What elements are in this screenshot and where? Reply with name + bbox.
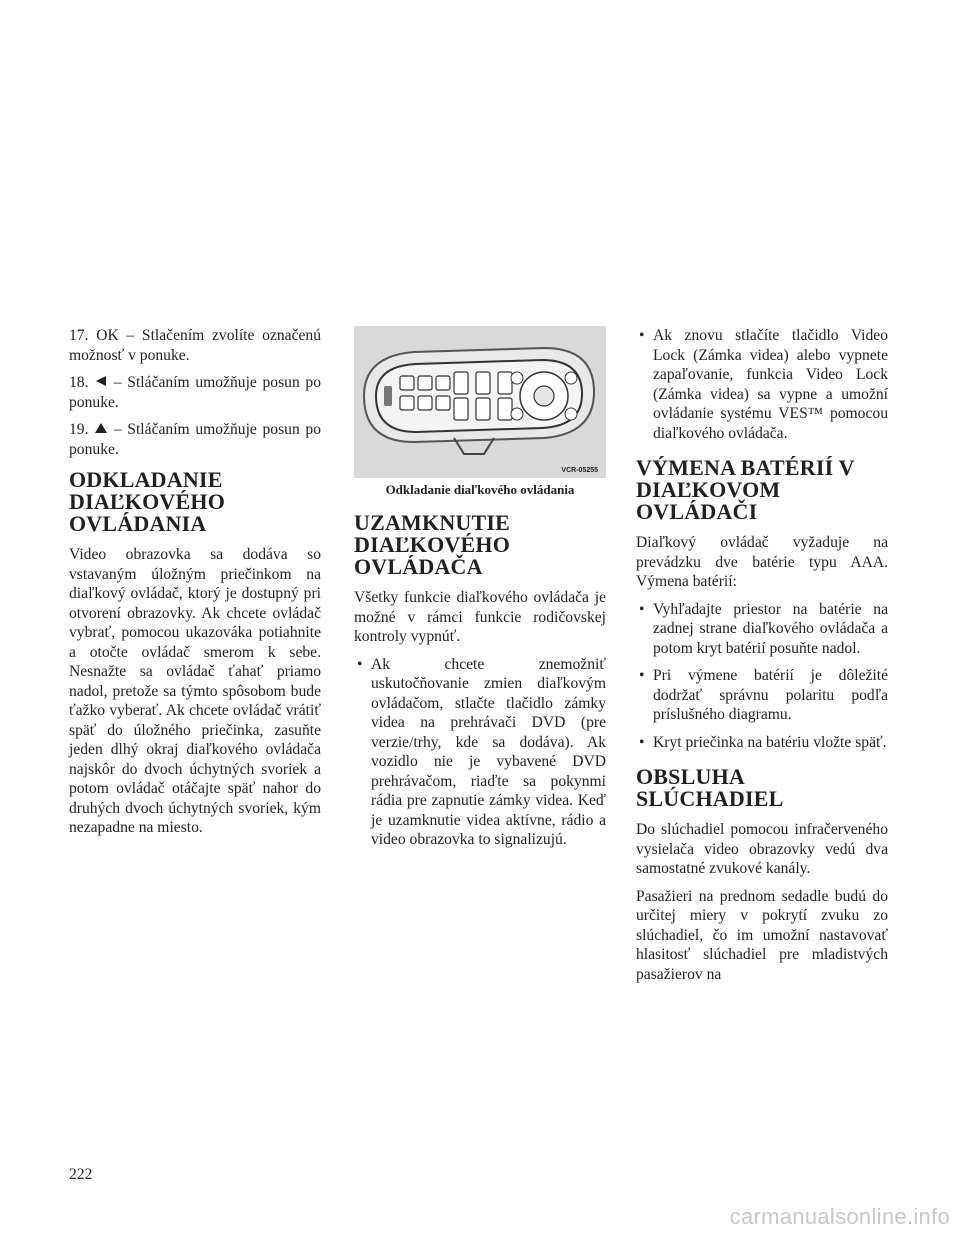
middle-column [354, 326, 606, 858]
bullet-dot: • [639, 733, 645, 751]
item-19-number: 19. [69, 421, 89, 438]
right-column [636, 326, 888, 992]
figure-caption: Odkladanie diaľkového ovládania [385, 482, 575, 497]
lock-bullet-2 [636, 326, 888, 443]
lock-bullet-text: Ak chcete znemožniť uskutočňovanie zmien diaľkovým ovládačom, stlačte tlačidlo zámky videa na prehrávači DVD (pre verzie/trhy, kde sa dodáva). Ak vozidlo nie je vybavené DVD prehrávačom, riaďte sa pokynmi rádia pre zapnutie zámky videa. Keď je uzamknutie videa aktívne, rádio a video obrazovka to signalizujú. [371, 655, 606, 848]
item-17: 17. OK – Stlačením zvolíte označenú možnosť v ponuke. [69, 327, 321, 364]
remote-control-illustration [354, 326, 606, 478]
up-triangle-icon [94, 420, 108, 440]
left-triangle-icon [94, 373, 108, 393]
battery-bullet-3-text: Kryt priečinka na batériu vložte späť. [653, 733, 887, 751]
battery-bullet-3 [636, 733, 888, 753]
bullet-dot: • [639, 667, 645, 684]
battery-intro: Diaľkový ovládač vyžaduje na prevádzku dve batérie typu AAA. Výmena batérií: [636, 534, 888, 590]
item-19-text: – Stláčaním umožňuje posun po ponuke. [69, 421, 321, 458]
item-18 [69, 373, 321, 412]
storage-paragraph: Video obrazovka sa dodáva so vstavaným úložným priečinkom na diaľkový ovládač, ktorý je dostupný pri otvorení obrazovky. Ak chcete ovládač vybrať, pomocou ukazováka potiahnite a otočte ovládač smerom k sebe. Nesnažte sa ovládač ťahať priamo nadol, pretože sa týmto spôsobom bude ťažko vyberať. Ak chcete ovládač vrátiť späť do úložného priečinka, zasuňte jeden dlhý okraj diaľkového ovládača najskôr do dvoch úchytných svoriek a potom ovládač otáčajte späť nahor do druhých dvoch úchytných svoriek, kým nezapadne na miesto. [69, 546, 321, 836]
lock-intro: Všetky funkcie diaľkového ovládača je možné v rámci funkcie rodičovskej kontroly vypnúť. [354, 589, 606, 645]
watermark: carmanualsonline.info [729, 1204, 950, 1229]
figure-code: VCR-05255 [561, 467, 598, 474]
bullet-dot: • [639, 327, 645, 344]
battery-bullet-1-text: Vyhľadajte priestor na batérie na zadnej strane diaľkového ovládača a potom kryt batérií posuňte nadol. [653, 600, 888, 657]
heading-lock: UZAMKNUTIE DIAĽKOVÉHO OVLÁDAČA [354, 510, 511, 579]
bullet-dot: • [357, 655, 363, 673]
heading-headphones: OBSLUHA SLÚCHADIEL [636, 764, 784, 811]
heading-storage: ODKLADANIE DIAĽKOVÉHO OVLÁDANIA [69, 467, 226, 536]
heading-battery: VÝMENA BATÉRIÍ V DIAĽKOVOM OVLÁDAČI [636, 455, 855, 524]
remote-storage-figure [354, 326, 606, 478]
battery-bullet-2-text: Pri výmene batérií je dôležité dodržať správnu polaritu podľa príslušného diagramu. [653, 667, 888, 723]
item-18-number: 18. [69, 374, 89, 391]
lock-bullet-2-text: Ak znovu stlačíte tlačidlo Video Lock (Zámka videa) alebo vypnete zapaľovanie, funkcia Video Lock (Zámka videa) sa vypne a umožní ovládanie systému VES™ pomocou diaľkového ovládača. [653, 327, 888, 442]
left-column [69, 326, 321, 846]
page-number: 222 [69, 1166, 93, 1183]
battery-bullet-2 [636, 666, 888, 725]
headphones-paragraph-1: Do slúchadiel pomocou infračerveného vysielača video obrazovky vedú dva samostatné zvukové kanály. [636, 821, 888, 877]
item-19 [69, 420, 321, 459]
bullet-dot: • [639, 600, 645, 618]
battery-bullet-1 [636, 600, 888, 659]
lock-bullet [354, 655, 606, 850]
item-18-text: – Stláčaním umožňuje posun po ponuke. [69, 374, 321, 411]
headphones-paragraph-2: Pasažieri na prednom sedadle budú do určitej miery v pokrytí zvuku zo slúchadiel, čo im umožní nastavovať hlasitosť slúchadiel pre mladistvých pasažierov na [636, 887, 888, 983]
